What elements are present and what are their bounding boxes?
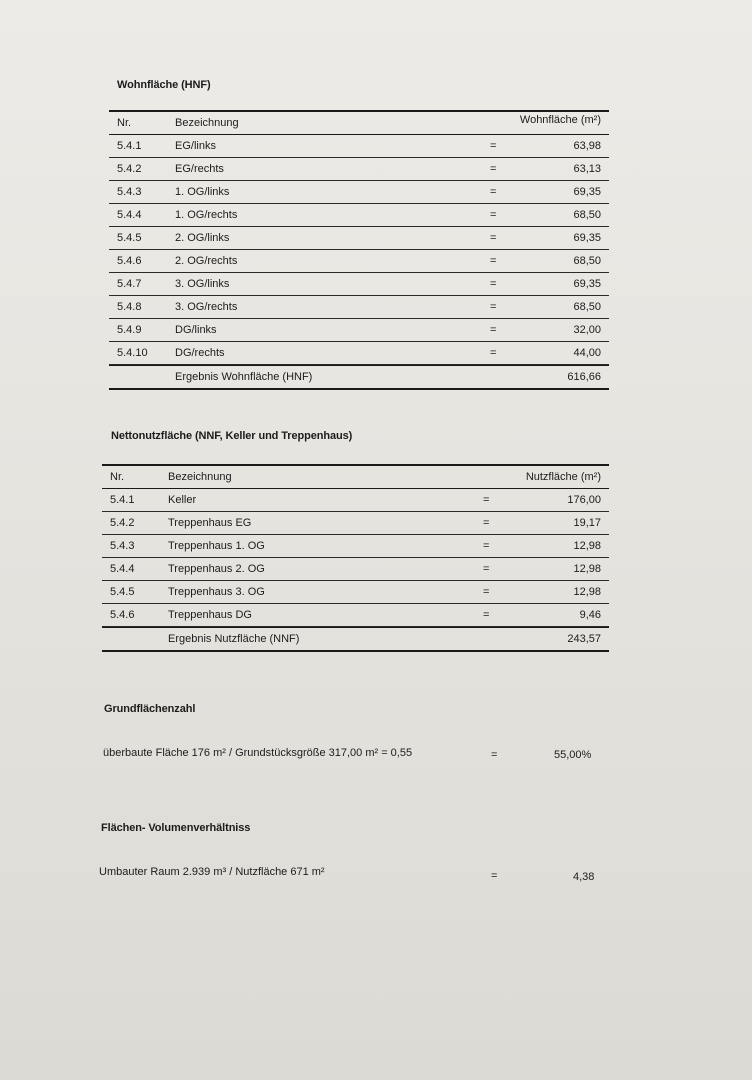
header-nr: Nr. <box>117 117 132 129</box>
row-bezeichnung: 1. OG/rechts <box>175 209 238 221</box>
row-nr: 5.4.5 <box>110 586 135 598</box>
row-bezeichnung: EG/links <box>175 140 216 152</box>
row-equals: = <box>483 494 490 506</box>
table-row <box>109 319 609 342</box>
table-row <box>109 342 609 365</box>
row-bezeichnung: DG/rechts <box>175 347 225 359</box>
table-row <box>102 512 609 535</box>
row-equals: = <box>483 517 490 529</box>
row-nr: 5.4.3 <box>117 186 142 198</box>
table-row <box>102 558 609 581</box>
row-value: 63,98 <box>573 140 601 152</box>
row-nr: 5.4.2 <box>117 163 142 175</box>
row-bezeichnung: 2. OG/rechts <box>175 255 238 267</box>
row-nr: 5.4.4 <box>117 209 142 221</box>
row-nr: 5.4.7 <box>117 278 142 290</box>
table-row <box>102 581 609 604</box>
row-equals: = <box>483 586 490 598</box>
wohnflaeche-table <box>109 110 609 390</box>
row-bezeichnung: Treppenhaus EG <box>168 517 252 529</box>
row-value: 63,13 <box>573 163 601 175</box>
row-value: 68,50 <box>573 255 601 267</box>
header-value: Wohnfläche (m²) <box>519 114 601 126</box>
table-header <box>109 112 609 135</box>
row-value: 68,50 <box>573 301 601 313</box>
total-label: Ergebnis Nutzfläche (NNF) <box>168 633 300 645</box>
row-value: 12,98 <box>573 540 601 552</box>
table-header <box>102 466 609 489</box>
row-bezeichnung: Treppenhaus DG <box>168 609 252 621</box>
header-bezeichnung: Bezeichnung <box>168 471 232 483</box>
table-total-row <box>109 365 609 388</box>
volumen-formula: Umbauter Raum 2.939 m³ / Nutzfläche 671 m² <box>99 866 325 878</box>
grundflaechenzahl-title: Grundflächenzahl <box>104 703 196 715</box>
row-nr: 5.4.8 <box>117 301 142 313</box>
row-nr: 5.4.10 <box>117 347 148 359</box>
row-value: 12,98 <box>573 563 601 575</box>
row-equals: = <box>490 232 497 244</box>
row-nr: 5.4.4 <box>110 563 135 575</box>
row-value: 9,46 <box>579 609 601 621</box>
grundflaechenzahl-value: 55,00% <box>554 749 592 761</box>
nettonutzflaeche-title: Nettonutzfläche (NNF, Keller und Treppenhaus) <box>111 430 353 442</box>
row-bezeichnung: Treppenhaus 3. OG <box>168 586 265 598</box>
row-nr: 5.4.1 <box>117 140 142 152</box>
row-nr: 5.4.5 <box>117 232 142 244</box>
row-bezeichnung: 1. OG/links <box>175 186 230 198</box>
row-equals: = <box>490 324 497 336</box>
table-row <box>109 135 609 158</box>
row-equals: = <box>490 163 497 175</box>
row-value: 12,98 <box>573 586 601 598</box>
row-equals: = <box>483 609 490 621</box>
row-value: 32,00 <box>573 324 601 336</box>
table-row <box>102 604 609 627</box>
row-bezeichnung: 2. OG/links <box>175 232 230 244</box>
row-equals: = <box>490 301 497 313</box>
table-row <box>109 204 609 227</box>
header-value: Nutzfläche (m²) <box>525 471 601 483</box>
row-equals: = <box>490 347 497 359</box>
volumen-equals: = <box>491 870 498 882</box>
table-row <box>109 181 609 204</box>
row-bezeichnung: EG/rechts <box>175 163 224 175</box>
grundflaechenzahl-formula: überbaute Fläche 176 m² / Grundstücksgröße 317,00 m² = 0,55 <box>103 747 413 759</box>
row-value: 69,35 <box>573 186 601 198</box>
row-equals: = <box>490 255 497 267</box>
row-equals: = <box>483 563 490 575</box>
row-value: 69,35 <box>573 232 601 244</box>
row-nr: 5.4.6 <box>117 255 142 267</box>
total-label: Ergebnis Wohnfläche (HNF) <box>175 371 313 383</box>
row-nr: 5.4.9 <box>117 324 142 336</box>
volumen-title: Flächen- Volumenverhältniss <box>101 822 251 834</box>
wohnflaeche-title: Wohnfläche (HNF) <box>117 79 211 91</box>
row-bezeichnung: Keller <box>168 494 197 506</box>
row-value: 19,17 <box>573 517 601 529</box>
table-total-row <box>102 627 609 650</box>
row-nr: 5.4.3 <box>110 540 135 552</box>
total-value: 616,66 <box>567 371 601 383</box>
row-equals: = <box>490 186 497 198</box>
row-equals: = <box>490 140 497 152</box>
grundflaechenzahl-equals: = <box>491 749 498 761</box>
row-bezeichnung: DG/links <box>175 324 217 336</box>
row-bezeichnung: Treppenhaus 1. OG <box>168 540 265 552</box>
row-bezeichnung: 3. OG/links <box>175 278 230 290</box>
table-row <box>109 296 609 319</box>
total-value: 243,57 <box>567 633 601 645</box>
volumen-value: 4,38 <box>573 871 595 883</box>
table-row <box>109 273 609 296</box>
row-nr: 5.4.1 <box>110 494 135 506</box>
table-row <box>102 489 609 512</box>
table-row <box>109 227 609 250</box>
row-nr: 5.4.2 <box>110 517 135 529</box>
row-value: 69,35 <box>573 278 601 290</box>
table-row <box>109 250 609 273</box>
table-row <box>109 158 609 181</box>
row-value: 44,00 <box>573 347 601 359</box>
row-equals: = <box>483 540 490 552</box>
header-bezeichnung: Bezeichnung <box>175 117 239 129</box>
nettonutzflaeche-table <box>102 464 609 652</box>
row-bezeichnung: Treppenhaus 2. OG <box>168 563 265 575</box>
table-row <box>102 535 609 558</box>
row-equals: = <box>490 278 497 290</box>
row-bezeichnung: 3. OG/rechts <box>175 301 238 313</box>
header-nr: Nr. <box>110 471 125 483</box>
row-value: 68,50 <box>573 209 601 221</box>
row-value: 176,00 <box>567 494 601 506</box>
row-nr: 5.4.6 <box>110 609 135 621</box>
row-equals: = <box>490 209 497 221</box>
